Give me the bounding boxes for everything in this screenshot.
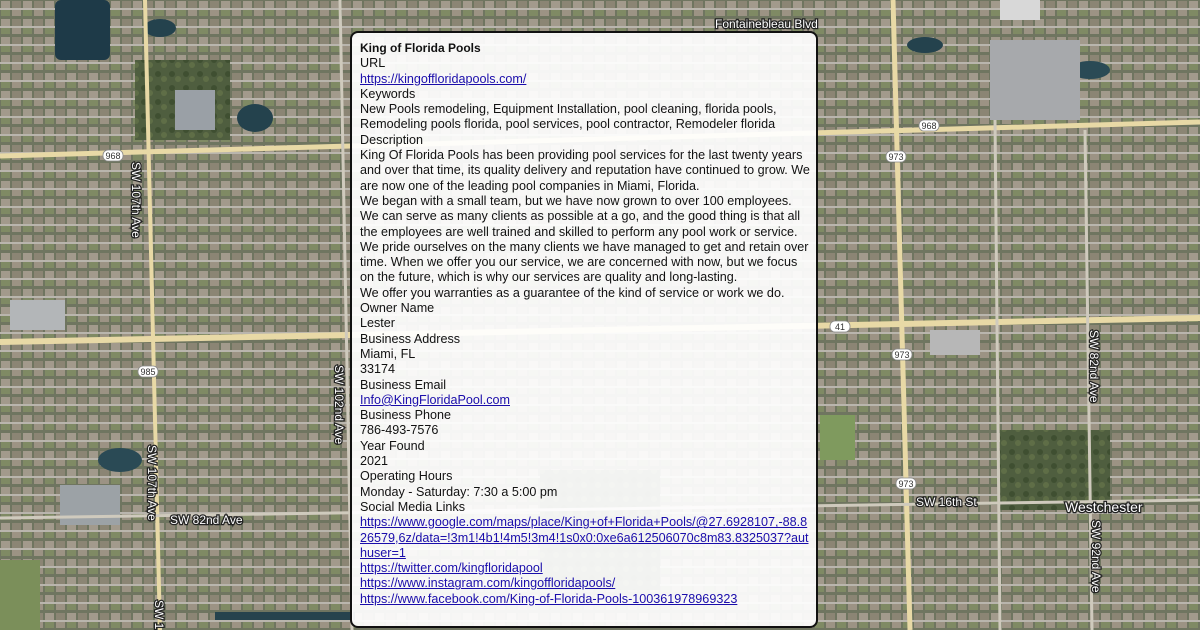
phone-number: 786-493-7576: [360, 423, 439, 438]
park-area: [1000, 430, 1110, 510]
parking-area: [990, 40, 1080, 120]
parking-area: [60, 485, 120, 525]
email-link[interactable]: Info@KingFloridaPool.com: [360, 392, 510, 407]
svg-text:973: 973: [898, 479, 914, 489]
place-label: Fontainebleau Blvd: [715, 17, 818, 31]
park-area: [820, 415, 855, 460]
street-label: SW 102nd Ave: [332, 365, 346, 445]
address-city: Miami, FL: [360, 346, 416, 361]
description-paragraph: King Of Florida Pools has been providing pool services for the last twenty years and over that time, its quality delivery and reputation have continued to grow. We are now one of the leading pool companies in Miami, Florida.: [360, 148, 810, 193]
facebook-link[interactable]: https://www.facebook.com/King-of-Florida-Pools-100361978969323: [360, 591, 738, 606]
business-listing-card: [350, 31, 818, 628]
place-label: Westchester: [1065, 499, 1143, 515]
year-label: Year Found: [360, 438, 425, 453]
social-label: Social Media Links: [360, 499, 465, 514]
address-label: Business Address: [360, 331, 461, 346]
street-label: SW 1: [152, 600, 166, 630]
description-paragraph: We began with a small team, but we have now grown to over 100 employees. We can serve as many clients as possible at a go, and the good thing is that all the employees are well trained and skilled to perform any pool work or service.: [360, 193, 801, 239]
svg-text:973: 973: [888, 152, 904, 162]
phone-label: Business Phone: [360, 408, 452, 423]
park-area: [0, 560, 40, 630]
street-label: SW 107th Ave: [129, 162, 143, 238]
route-shield: [919, 120, 939, 131]
svg-text:985: 985: [140, 367, 156, 377]
owner-name: Lester: [360, 316, 396, 331]
route-shield: [103, 150, 123, 161]
parking-area: [930, 330, 980, 355]
parking-area: [1000, 0, 1040, 20]
business-name: King of Florida Pools: [360, 41, 481, 55]
street-label: SW 82nd Ave: [170, 513, 243, 527]
google-maps-link[interactable]: https://www.google.com/maps/place/King+of+Florida+Pools/@27.6928107,-88.826579,6z/data=!3m1!4b1!4m5!3m4!1s0x0:0xe6a612506070c8m83.8325037?authuser=1: [360, 515, 809, 560]
website-link[interactable]: https://kingoffloridapools.com/: [360, 71, 527, 86]
hours-value: Monday - Saturday: 7:30 a 5:00 pm: [360, 484, 558, 499]
owner-label: Owner Name: [360, 301, 435, 316]
svg-text:968: 968: [105, 151, 121, 161]
twitter-link[interactable]: https://twitter.com/kingfloridapool: [360, 561, 543, 576]
lake: [98, 448, 142, 472]
hours-label: Operating Hours: [360, 469, 453, 484]
street-label: SW 107th Ave: [145, 445, 159, 521]
keywords-label: Keywords: [360, 86, 416, 101]
route-shield: [886, 151, 906, 162]
lake: [237, 104, 273, 132]
address-zip: 33174: [360, 362, 396, 377]
description-paragraph: We offer you warranties as a guarantee of the kind of service or work we do.: [360, 285, 785, 300]
description-paragraph: We pride ourselves on the many clients we have managed to get and retain over time. When we offer you our service, we are concerned with now, but we focus on the future, which is why our services are quality and long-lasting.: [360, 239, 809, 285]
lake: [907, 37, 943, 53]
year-value: 2021: [360, 454, 389, 469]
url-label: URL: [360, 56, 386, 71]
route-shield: [138, 366, 158, 377]
parking-area: [175, 90, 215, 130]
route-shield: [892, 349, 912, 360]
lake: [144, 19, 176, 37]
route-shield: [896, 478, 916, 489]
street-label: SW 16th St: [916, 495, 977, 509]
svg-text:41: 41: [834, 322, 846, 332]
street-label: SW 82nd Ave: [1087, 330, 1101, 403]
route-shield: [830, 321, 850, 332]
email-label: Business Email: [360, 377, 447, 392]
parking-area: [10, 300, 65, 330]
svg-text:968: 968: [921, 121, 937, 131]
keywords-text: New Pools remodeling, Equipment Installation, pool cleaning, florida pools, Remodeling pools florida, pool services, pool contractor, Remodeler florida: [360, 102, 777, 132]
description-label: Description: [360, 132, 423, 147]
canal: [215, 612, 355, 620]
svg-text:973: 973: [894, 350, 910, 360]
lake: [55, 0, 110, 60]
street-label: SW 92nd Ave: [1089, 520, 1103, 593]
instagram-link[interactable]: https://www.instagram.com/kingoffloridapools/: [360, 576, 616, 591]
